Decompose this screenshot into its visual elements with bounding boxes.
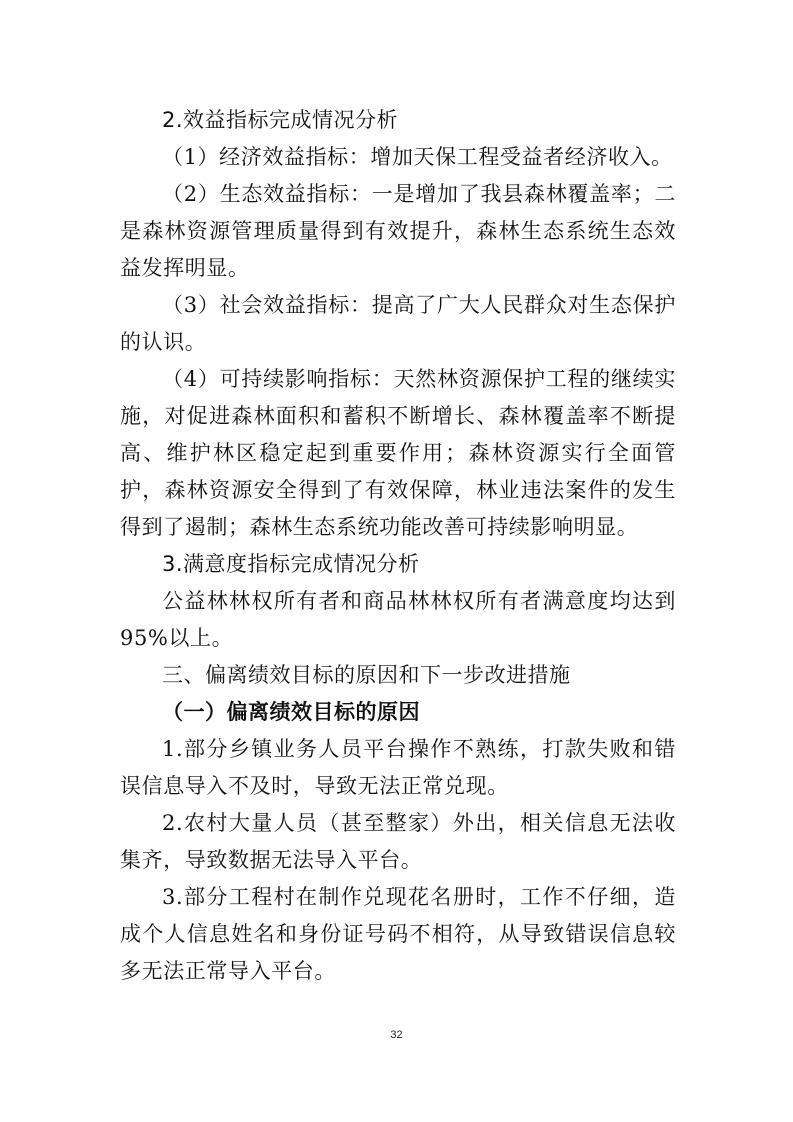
ecological-benefit-paragraph: （2）生态效益指标：一是增加了我县森林覆盖率；二是森林资源管理质量得到有效提升，森林生态系统生态效益发挥明显。 bbox=[120, 182, 676, 280]
social-benefit-paragraph: （3）社会效益指标：提高了广大人民群众对生态保护的认识。 bbox=[120, 293, 676, 354]
satisfaction-indicator-analysis-heading: 3.满意度指标完成情况分析 bbox=[162, 552, 420, 576]
deviation-and-improvement-section-heading: 三、偏离绩效目标的原因和下一步改进措施 bbox=[162, 663, 571, 687]
deviation-reasons-subheading: （一）偏离绩效目标的原因 bbox=[162, 700, 420, 724]
satisfaction-result-paragraph: 公益林林权所有者和商品林林权所有者满意度均达到95%以上。 bbox=[120, 589, 676, 650]
reason-one-paragraph: 1.部分乡镇业务人员平台操作不熟练，打款失败和错误信息导入不及时，导致无法正常兑现。 bbox=[120, 737, 676, 798]
economic-benefit-paragraph: （1）经济效益指标：增加天保工程受益者经济收入。 bbox=[162, 145, 673, 169]
reason-three-paragraph: 3.部分工程村在制作兑现花名册时，工作不仔细，造成个人信息姓名和身份证号码不相符，从导致错误信息较多无法正常导入平台。 bbox=[120, 885, 676, 983]
sustainable-impact-paragraph: （4）可持续影响指标：天然林资源保护工程的继续实施，对促进森林面积和蓄积不断增长、森林覆盖率不断提高、维护林区稳定起到重要作用；森林资源实行全面管护，森林资源安全得到了有效保障，林业违法案件的发生得到了遏制；森林生态系统功能改善可持续影响明显。 bbox=[120, 367, 676, 539]
benefit-indicator-analysis-heading: 2.效益指标完成情况分析 bbox=[162, 108, 399, 132]
page-number: 32 bbox=[390, 1029, 403, 1041]
reason-two-paragraph: 2.农村大量人员（甚至整家）外出，相关信息无法收集齐，导致数据无法导入平台。 bbox=[120, 811, 676, 872]
